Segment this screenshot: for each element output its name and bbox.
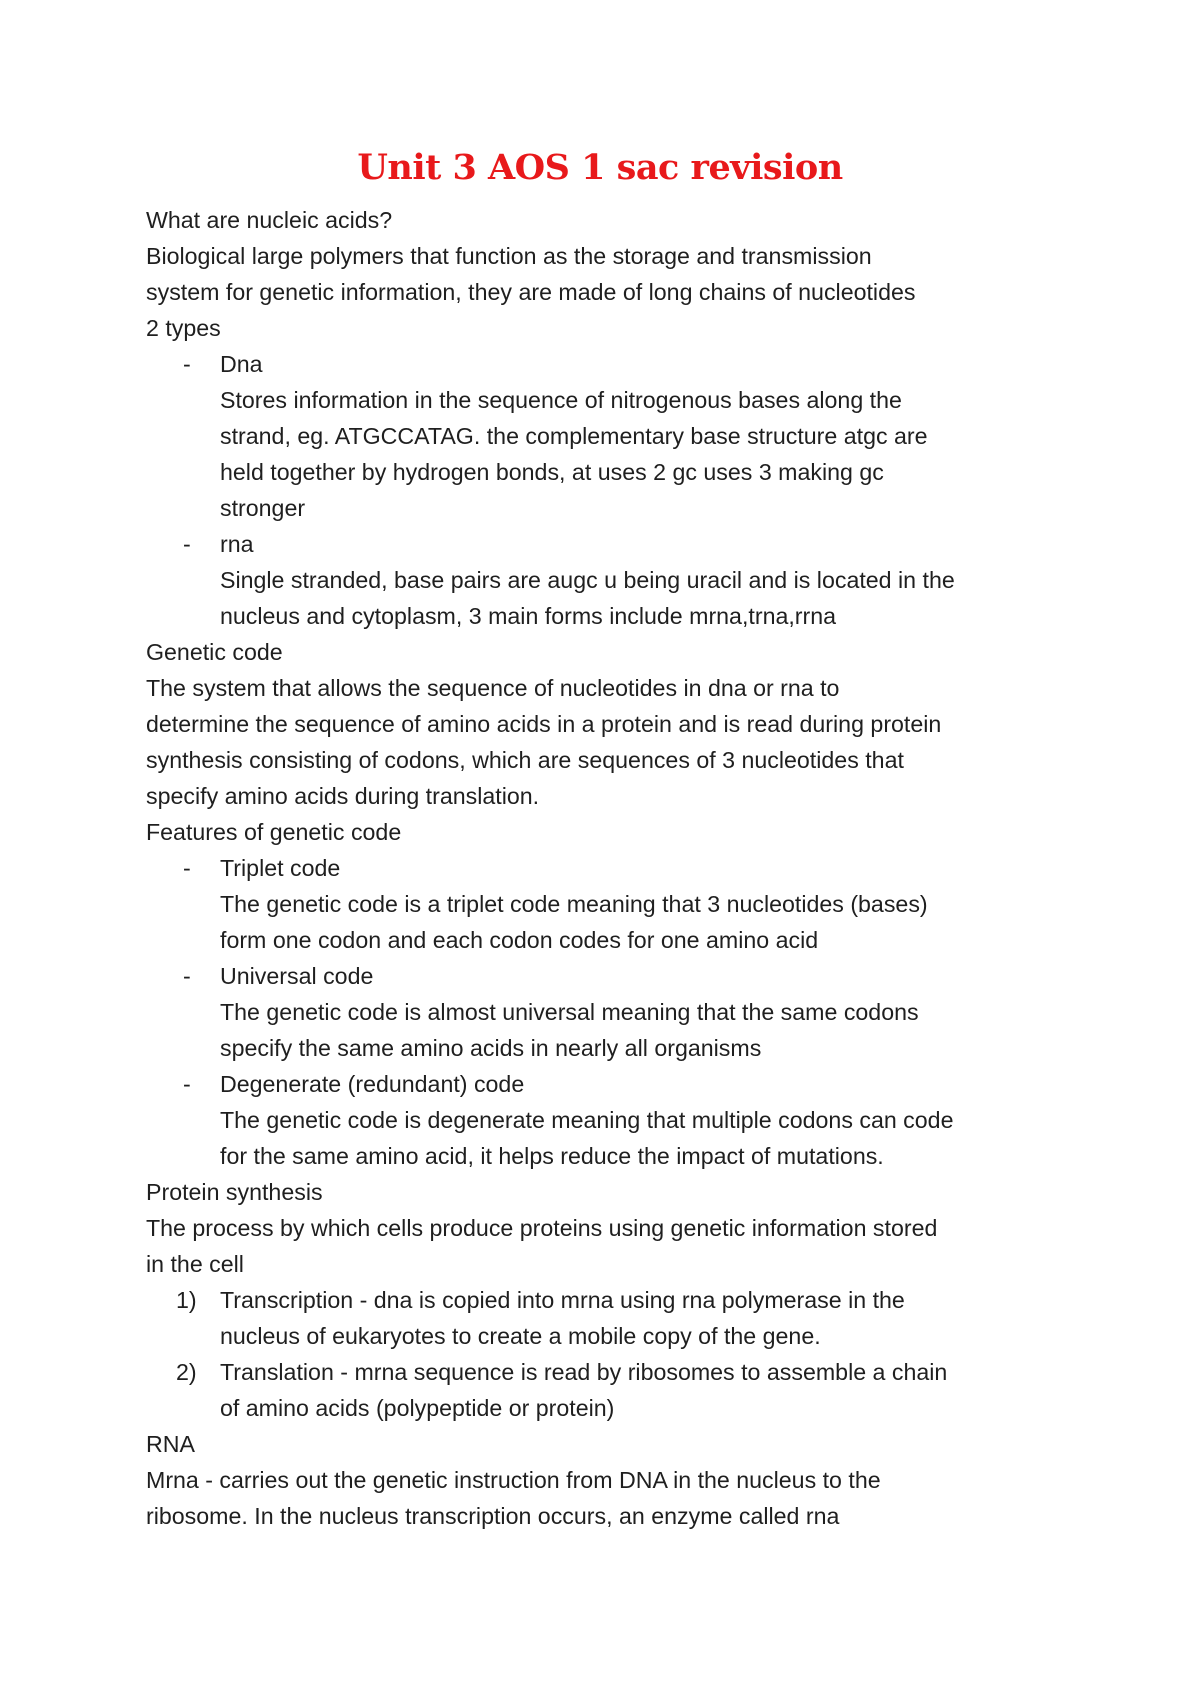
paragraph-line: specify amino acids during translation. bbox=[146, 783, 540, 809]
list-item-text: Transcription - dna is copied into mrna using rna polymerase in the bbox=[220, 1287, 905, 1313]
number-marker: 1) bbox=[176, 1287, 197, 1313]
section-heading-features: Features of genetic code bbox=[146, 819, 402, 845]
list-item-heading: Dna bbox=[220, 351, 263, 377]
section-heading-rna: RNA bbox=[146, 1431, 195, 1457]
list-item-text: for the same amino acid, it helps reduce the impact of mutations. bbox=[220, 1143, 884, 1169]
dash-marker: - bbox=[183, 963, 191, 989]
list-item-text: of amino acids (polypeptide or protein) bbox=[220, 1395, 615, 1421]
list-item-text: specify the same amino acids in nearly all organisms bbox=[220, 1035, 762, 1061]
dash-marker: - bbox=[183, 531, 191, 557]
list-item-text: nucleus and cytoplasm, 3 main forms include mrna,trna,rrna bbox=[220, 603, 837, 629]
document-body bbox=[146, 202, 1066, 1534]
list-item-dna bbox=[146, 346, 1066, 526]
paragraph-line: determine the sequence of amino acids in a protein and is read during protein bbox=[146, 711, 942, 737]
paragraph-line: The system that allows the sequence of nucleotides in dna or rna to bbox=[146, 675, 840, 701]
paragraph-line: in the cell bbox=[146, 1251, 244, 1277]
number-marker: 2) bbox=[176, 1359, 197, 1385]
page-title: Unit 3 AOS 1 sac revision bbox=[357, 147, 843, 188]
list-item-heading: Degenerate (redundant) code bbox=[220, 1071, 525, 1097]
list-item-text: The genetic code is almost universal meaning that the same codons bbox=[220, 999, 919, 1025]
dash-marker: - bbox=[183, 855, 191, 881]
numbered-item-transcription bbox=[146, 1282, 1066, 1354]
section-heading-genetic-code: Genetic code bbox=[146, 639, 283, 665]
list-item-heading: Universal code bbox=[220, 963, 374, 989]
list-item-text: stronger bbox=[220, 495, 306, 521]
list-item-text: nucleus of eukaryotes to create a mobile copy of the gene. bbox=[220, 1323, 821, 1349]
list-item-heading: Triplet code bbox=[220, 855, 341, 881]
definition-line: Biological large polymers that function as the storage and transmission bbox=[146, 243, 872, 269]
list-item-text: Single stranded, base pairs are augc u being uracil and is located in the bbox=[220, 567, 955, 593]
types-heading: 2 types bbox=[146, 315, 221, 341]
list-item-text: Translation - mrna sequence is read by ribosomes to assemble a chain bbox=[220, 1359, 948, 1385]
dash-marker: - bbox=[183, 351, 191, 377]
dash-marker: - bbox=[183, 1071, 191, 1097]
paragraph-line: Mrna - carries out the genetic instruction from DNA in the nucleus to the bbox=[146, 1467, 881, 1493]
section-heading-protein-synthesis: Protein synthesis bbox=[146, 1179, 323, 1205]
list-item-text: strand, eg. ATGCCATAG. the complementary base structure atgc are bbox=[220, 423, 928, 449]
paragraph-line: ribosome. In the nucleus transcription occurs, an enzyme called rna bbox=[146, 1503, 840, 1529]
list-item-triplet-code bbox=[146, 850, 1066, 958]
list-item-rna bbox=[146, 526, 1066, 634]
list-item-text: The genetic code is degenerate meaning that multiple codons can code bbox=[220, 1107, 954, 1133]
definition-line: system for genetic information, they are made of long chains of nucleotides bbox=[146, 279, 916, 305]
list-item-universal-code bbox=[146, 958, 1066, 1066]
numbered-item-translation bbox=[146, 1354, 1066, 1426]
list-item-text: form one codon and each codon codes for one amino acid bbox=[220, 927, 819, 953]
list-item-heading: rna bbox=[220, 531, 254, 557]
paragraph-line: The process by which cells produce proteins using genetic information stored bbox=[146, 1215, 938, 1241]
paragraph-line: synthesis consisting of codons, which are sequences of 3 nucleotides that bbox=[146, 747, 904, 773]
list-item-degenerate-code bbox=[146, 1066, 1066, 1174]
list-item-text: The genetic code is a triplet code meaning that 3 nucleotides (bases) bbox=[220, 891, 928, 917]
question-nucleic-acids: What are nucleic acids? bbox=[146, 207, 393, 233]
list-item-text: Stores information in the sequence of nitrogenous bases along the bbox=[220, 387, 902, 413]
list-item-text: held together by hydrogen bonds, at uses 2 gc uses 3 making gc bbox=[220, 459, 884, 485]
